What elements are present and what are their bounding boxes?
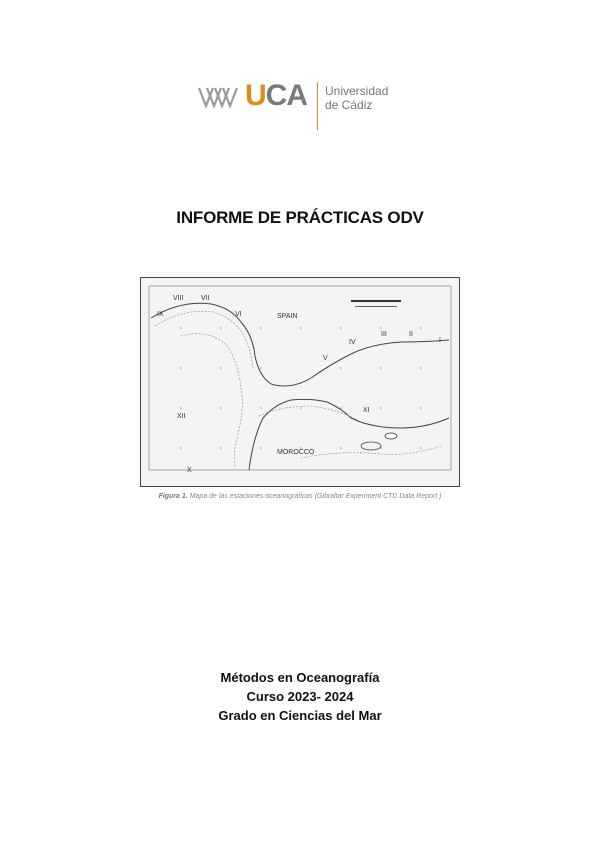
figure-caption-label: Figura 1. bbox=[158, 493, 188, 500]
course-year: Curso 2023- 2024 bbox=[246, 689, 354, 704]
university-logo bbox=[197, 78, 407, 132]
label-section-v: V bbox=[323, 355, 328, 362]
figure-caption bbox=[0, 493, 600, 500]
label-section-x: X bbox=[187, 467, 192, 474]
label-section-i: I bbox=[439, 337, 441, 344]
label-morocco: MOROCCO bbox=[277, 449, 315, 456]
label-section-viii: VIII bbox=[173, 295, 184, 302]
logo-wordmark bbox=[245, 78, 307, 114]
label-section-vii: VII bbox=[201, 295, 210, 302]
figure-caption-text: Mapa de las estaciones oceanográficas (Gibraltar Experiment CTD Data Report ) bbox=[189, 493, 442, 500]
label-section-xi: XI bbox=[363, 407, 370, 414]
document-title: INFORME DE PRÁCTICAS ODV bbox=[176, 208, 424, 227]
station-map bbox=[141, 278, 459, 486]
uca-emblem-icon bbox=[197, 82, 245, 112]
course-subject: Métodos en Oceanografía bbox=[220, 670, 380, 685]
course-degree: Grado en Ciencias del Mar bbox=[218, 708, 382, 723]
label-section-vi: VI bbox=[235, 311, 242, 318]
label-section-iii: III bbox=[381, 331, 387, 338]
label-section-xii: XII bbox=[177, 413, 186, 420]
label-section-ix: IX bbox=[157, 311, 164, 318]
logo-line-1: Universidad bbox=[325, 84, 389, 98]
station-map-figure bbox=[140, 277, 460, 487]
logo-divider bbox=[317, 82, 318, 130]
label-section-iv: IV bbox=[349, 339, 356, 346]
logo-letters-ca: CA bbox=[265, 79, 308, 112]
label-section-ii: II bbox=[409, 331, 413, 338]
course-info bbox=[0, 668, 600, 725]
logo-line-2: de Cádiz bbox=[325, 98, 373, 112]
logo-university-name bbox=[325, 84, 388, 112]
logo-letter-u: U bbox=[245, 79, 266, 112]
label-spain: SPAIN bbox=[277, 313, 298, 320]
